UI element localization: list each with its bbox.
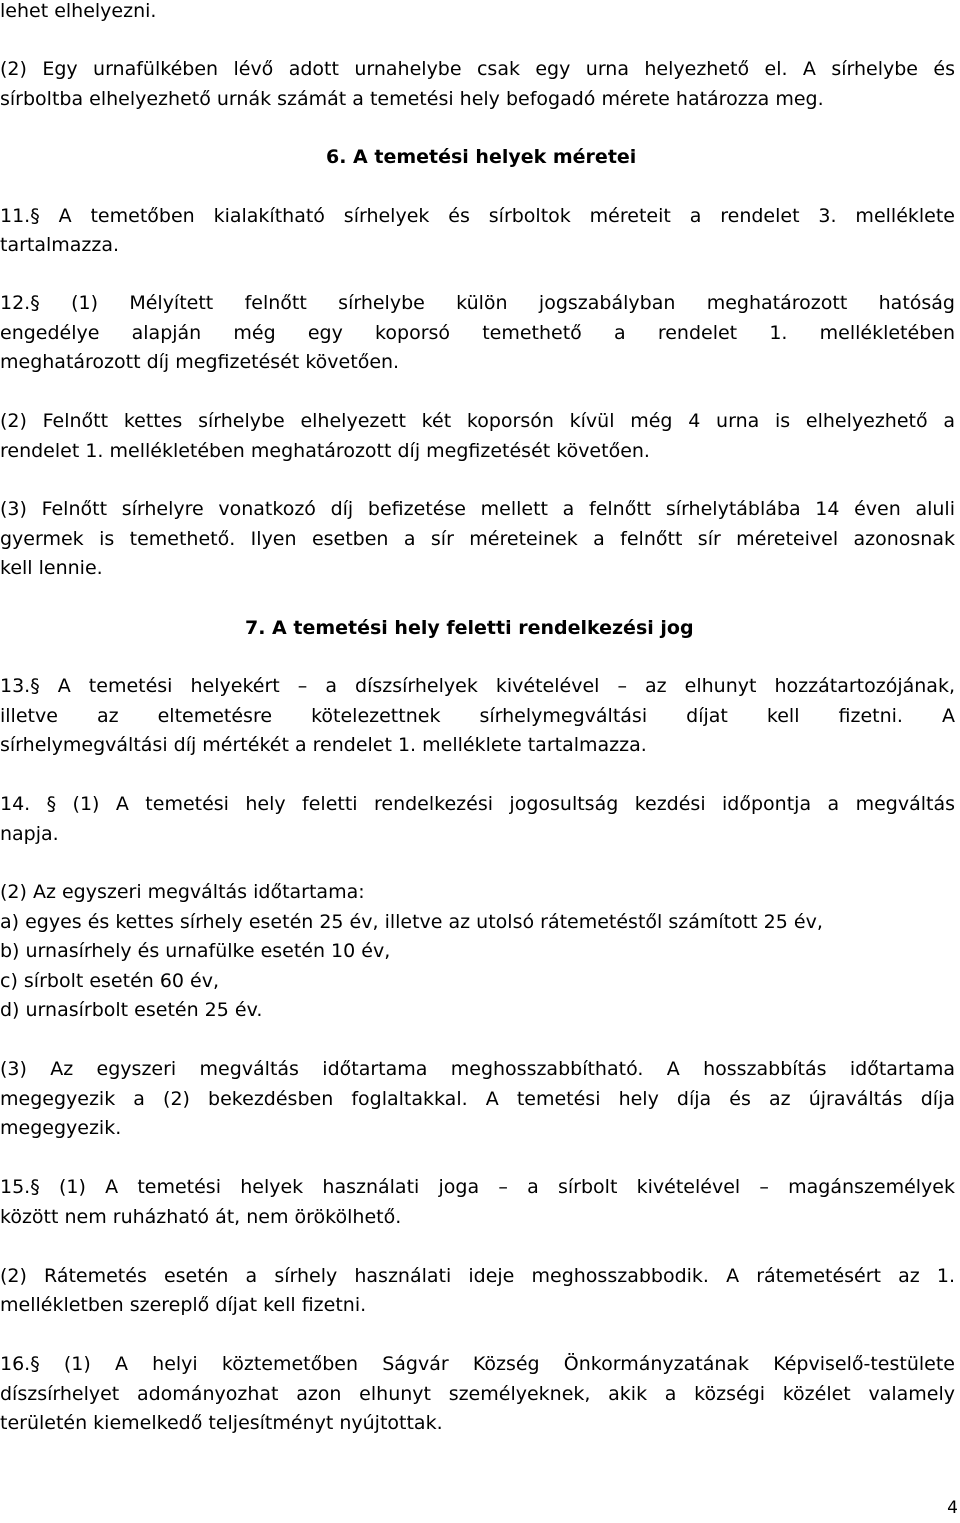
text-line: meghatározott díj megfizetését követően. [0, 351, 400, 373]
text-line: (2) Az egyszeri megváltás időtartama: [0, 881, 365, 903]
list-item: a) egyes és kettes sírhely esetén 25 év, illetve az utolsó rátemetéstől számított 25 év, [0, 911, 823, 933]
page-number: 4 [947, 1498, 958, 1518]
list-item: c) sírbolt esetén 60 év, [0, 970, 220, 992]
text-line: engedélye alapján még egy koporsó temethető a rendelet 1. mellékletében [0, 322, 955, 344]
text-line: sírboltba elhelyezhető urnák számát a temetési hely befogadó mérete határozza meg. [0, 88, 824, 110]
text-line: napja. [0, 823, 59, 845]
section-heading-7: 7. A temetési hely feletti rendelkezési jog [245, 617, 694, 639]
text-line: között nem ruházható át, nem örökölhető. [0, 1206, 402, 1228]
text-line: megegyezik. [0, 1117, 122, 1139]
list-item: d) urnasírbolt esetén 25 év. [0, 999, 263, 1021]
text-line: (2) Egy urnafülkében lévő adott urnahelybe csak egy urna helyezhető el. A sírhelybe és [0, 58, 955, 80]
text-line: 12.§ (1) Mélyített felnőtt sírhelybe külön jogszabályban meghatározott hatóság [0, 292, 955, 314]
text-line: (3) Felnőtt sírhelyre vonatkozó díj befizetése mellett a felnőtt sírhelytáblába 14 éven aluli [0, 498, 955, 520]
text-line: 13.§ A temetési helyekért – a díszsírhelyek kivételével – az elhunyt hozzátartozójának, [0, 675, 955, 697]
text-line: rendelet 1. mellékletében meghatározott díj megfizetését követően. [0, 440, 650, 462]
text-line: mellékletben szereplő díjat kell fizetni. [0, 1294, 367, 1316]
list-item: b) urnasírhely és urnafülke esetén 10 év, [0, 940, 391, 962]
text-line: illetve az eltemetésre kötelezettnek sírhelymegváltási díjat kell fizetni. A [0, 705, 955, 727]
section-heading-6: 6. A temetési helyek méretei [326, 146, 637, 168]
text-line: 11.§ A temetőben kialakítható sírhelyek és sírboltok méreteit a rendelet 3. melléklete [0, 205, 955, 227]
text-line: (3) Az egyszeri megváltás időtartama meghosszabbítható. A hosszabbítás időtartama [0, 1058, 955, 1080]
text-line: tartalmazza. [0, 234, 120, 256]
text-line: 15.§ (1) A temetési helyek használati joga – a sírbolt kivételével – magánszemélyek [0, 1176, 955, 1198]
text-line: megegyezik a (2) bekezdésben foglaltakkal. A temetési hely díja és az újraváltás díja [0, 1088, 955, 1110]
text-line: 14. § (1) A temetési hely feletti rendelkezési jogosultság kezdési időpontja a megváltás [0, 793, 955, 815]
text-line: lehet elhelyezni. [0, 0, 157, 22]
text-line: gyermek is temethető. Ilyen esetben a sír méreteinek a felnőtt sír méreteivel azonosnak [0, 528, 955, 550]
text-line: kell lennie. [0, 557, 103, 579]
text-line: (2) Felnőtt kettes sírhelybe elhelyezett két koporsón kívül még 4 urna is elhelyezhető a [0, 410, 955, 432]
text-line: (2) Rátemetés esetén a sírhely használati ideje meghosszabbodik. A rátemetésért az 1. [0, 1265, 955, 1287]
text-line: 16.§ (1) A helyi köztemetőben Ságvár Község Önkormányzatának Képviselő-testülete [0, 1353, 955, 1375]
text-line: területén kiemelkedő teljesítményt nyújtottak. [0, 1412, 443, 1434]
text-line: sírhelymegváltási díj mértékét a rendelet 1. melléklete tartalmazza. [0, 734, 647, 756]
text-line: díszsírhelyet adományozhat azon elhunyt személyeknek, akik a községi közélet valamely [0, 1383, 955, 1405]
